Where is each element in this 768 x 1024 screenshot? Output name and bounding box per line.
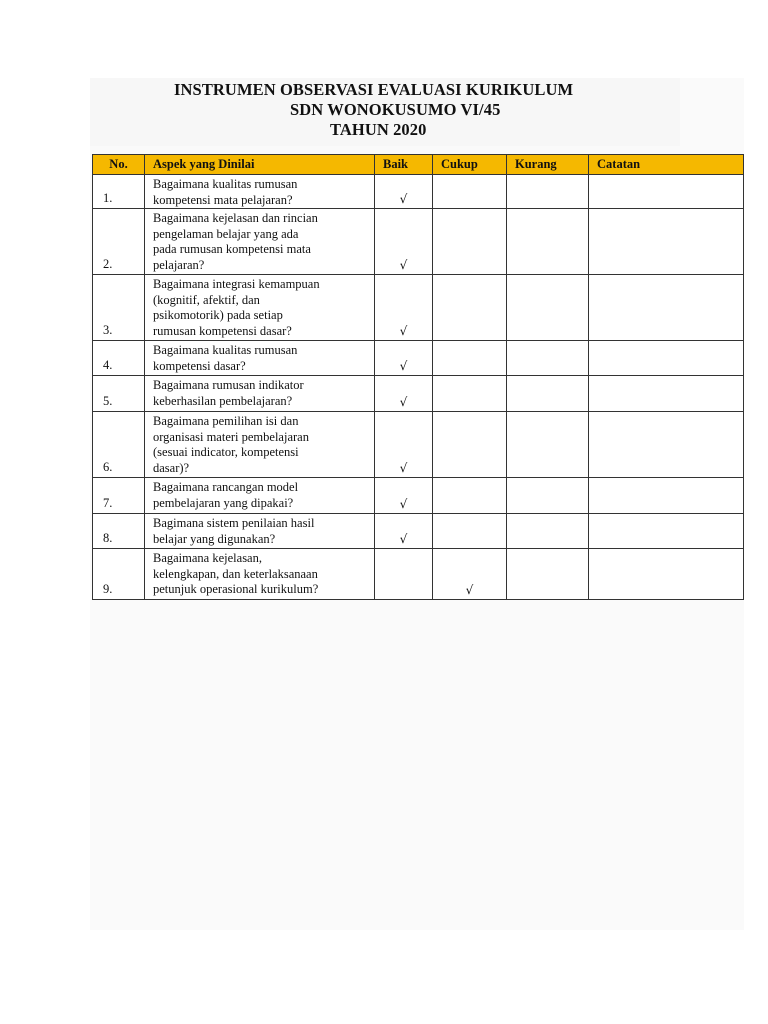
catatan-cell <box>589 275 744 341</box>
school-name: SDN WONOKUSUMO VI/45 <box>290 100 501 119</box>
table-row <box>93 275 744 341</box>
baik-cell: √ <box>375 209 433 275</box>
kurang-cell <box>507 514 589 549</box>
kurang-cell <box>507 275 589 341</box>
table-row <box>93 549 744 600</box>
kurang-cell <box>507 175 589 209</box>
aspect-cell <box>145 209 375 275</box>
observation-table <box>92 154 744 600</box>
aspect-line: pengelaman belajar yang ada <box>153 226 299 241</box>
aspect-line: Bagaimana rumusan indikator <box>153 378 304 392</box>
aspect-line: (kognitif, afektif, dan <box>153 292 260 307</box>
header-baik: Baik <box>375 155 433 175</box>
catatan-cell <box>589 341 744 376</box>
aspect-line: rumusan kompetensi dasar? <box>153 323 292 338</box>
aspect-line: keberhasilan pembelajaran? <box>153 393 293 408</box>
table-row <box>93 478 744 514</box>
aspect-line: (sesuai indicator, kompetensi <box>153 445 299 459</box>
aspect-line: Bagaimana kejelasan, <box>153 551 262 565</box>
catatan-cell <box>589 412 744 478</box>
row-number: 2. <box>93 209 145 275</box>
aspect-line: kompetensi dasar? <box>153 358 246 373</box>
table-row <box>93 412 744 478</box>
baik-cell: √ <box>375 175 433 209</box>
header-aspek: Aspek yang Dinilai <box>145 155 375 175</box>
cukup-cell <box>433 275 507 341</box>
aspect-line: dasar)? <box>153 460 190 475</box>
row-number: 5. <box>93 376 145 412</box>
baik-cell: √ <box>375 275 433 341</box>
cukup-cell <box>433 478 507 514</box>
aspect-line: psikomotorik) pada setiap <box>153 308 283 322</box>
kurang-cell <box>507 341 589 376</box>
row-number: 9. <box>93 549 145 600</box>
aspect-line: petunjuk operasional kurikulum? <box>153 582 319 596</box>
row-number: 3. <box>93 275 145 341</box>
aspect-line: pembelajaran yang dipakai? <box>153 495 294 510</box>
baik-cell: √ <box>375 514 433 549</box>
aspect-line: Bagimana sistem penilaian hasil <box>153 516 315 530</box>
aspect-cell <box>145 275 375 341</box>
catatan-cell <box>589 376 744 412</box>
table-body <box>93 175 744 600</box>
aspect-line: Bagaimana kualitas rumusan <box>153 343 298 357</box>
header-catatan: Catatan <box>589 155 744 175</box>
table-row <box>93 209 744 275</box>
aspect-cell <box>145 478 375 514</box>
aspect-line: Bagaimana pemilihan isi dan <box>153 414 299 428</box>
catatan-cell <box>589 549 744 600</box>
table-row <box>93 341 744 376</box>
aspect-cell <box>145 514 375 549</box>
baik-cell: √ <box>375 412 433 478</box>
catatan-cell <box>589 175 744 209</box>
baik-cell <box>375 549 433 600</box>
aspect-line: organisasi materi pembelajaran <box>153 429 309 444</box>
cukup-cell <box>433 175 507 209</box>
header-cukup: Cukup <box>433 155 507 175</box>
aspect-line: Bagaimana kejelasan dan rincian <box>153 211 318 225</box>
baik-cell: √ <box>375 376 433 412</box>
document-year: TAHUN 2020 <box>330 120 427 139</box>
cukup-cell <box>433 412 507 478</box>
aspect-cell <box>145 549 375 600</box>
cukup-cell <box>433 376 507 412</box>
kurang-cell <box>507 549 589 600</box>
row-number: 1. <box>93 175 145 209</box>
aspect-line: Bagaimana rancangan model <box>153 480 299 494</box>
row-number: 4. <box>93 341 145 376</box>
aspect-cell <box>145 412 375 478</box>
cukup-cell <box>433 341 507 376</box>
aspect-cell <box>145 175 375 209</box>
aspect-cell <box>145 376 375 412</box>
table-row <box>93 175 744 209</box>
kurang-cell <box>507 209 589 275</box>
aspect-line: kompetensi mata pelajaran? <box>153 192 293 207</box>
aspect-line: pelajaran? <box>153 257 205 272</box>
kurang-cell <box>507 376 589 412</box>
cukup-cell: √ <box>433 549 507 600</box>
header-kurang: Kurang <box>507 155 589 175</box>
cukup-cell <box>433 514 507 549</box>
table-row <box>93 376 744 412</box>
table-row <box>93 514 744 549</box>
aspect-line: Bagaimana integrasi kemampuan <box>153 277 320 291</box>
cukup-cell <box>433 209 507 275</box>
aspect-line: pada rumusan kompetensi mata <box>153 242 311 256</box>
aspect-line: belajar yang digunakan? <box>153 531 276 546</box>
kurang-cell <box>507 412 589 478</box>
table-header-row <box>93 155 744 175</box>
baik-cell: √ <box>375 341 433 376</box>
catatan-cell <box>589 478 744 514</box>
row-number: 7. <box>93 478 145 514</box>
aspect-line: Bagaimana kualitas rumusan <box>153 177 298 191</box>
aspect-line: kelengkapan, dan keterlaksanaan <box>153 566 318 581</box>
document-title: INSTRUMEN OBSERVASI EVALUASI KURIKULUM <box>174 80 574 99</box>
row-number: 8. <box>93 514 145 549</box>
kurang-cell <box>507 478 589 514</box>
catatan-cell <box>589 514 744 549</box>
row-number: 6. <box>93 412 145 478</box>
aspect-cell <box>145 341 375 376</box>
baik-cell: √ <box>375 478 433 514</box>
catatan-cell <box>589 209 744 275</box>
header-no: No. <box>93 155 145 175</box>
